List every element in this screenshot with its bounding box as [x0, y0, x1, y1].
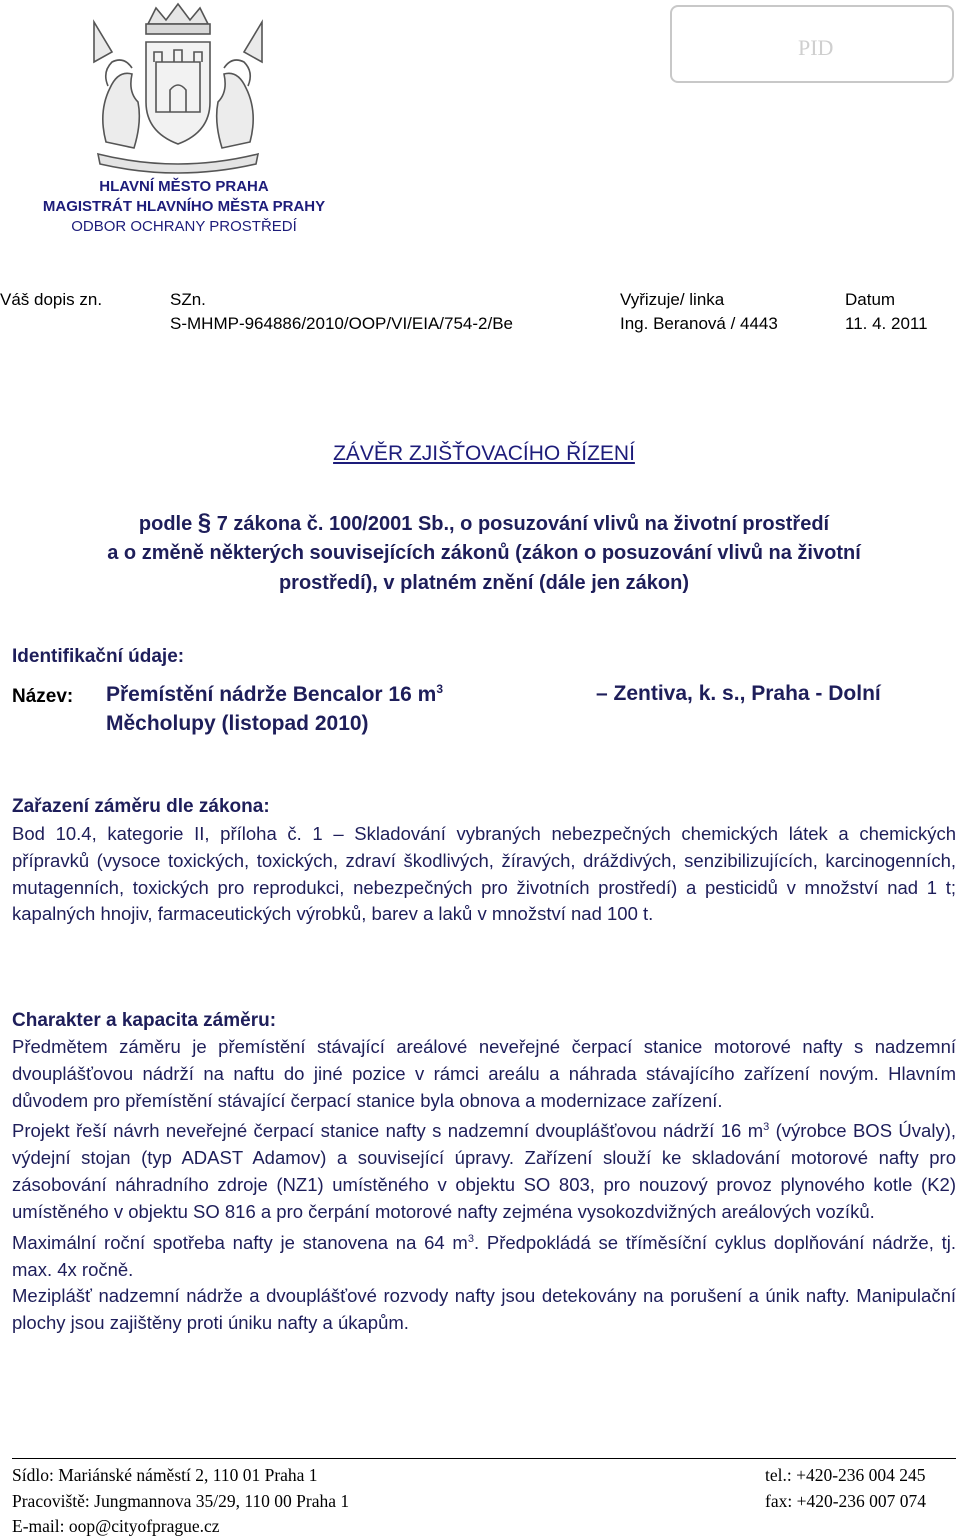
szn-value: S-MHMP-964886/2010/OOP/VI/EIA/754-2/Be [170, 314, 514, 333]
footer-divider [12, 1458, 956, 1459]
handler-label: Vyřizuje/ linka [620, 290, 725, 309]
character-paragraph-3 [12, 1226, 956, 1284]
law-line-1 [0, 508, 960, 539]
prague-crest-logo [88, 2, 268, 174]
character-paragraph-4: Meziplášť nadzemní nádrže a dvouplášťové rozvody nafty jsou detekovány na porušení a únik nafty. Manipulační plochy jsou zajištěny proti úniku nafty a úkapům. [12, 1285, 956, 1334]
name-label: Název: [12, 686, 74, 707]
project-name-sup: 3 [436, 682, 443, 696]
law-line-1-pre: podle [138, 513, 198, 535]
footer-seat: Sídlo: Mariánské náměstí 2, 110 01 Praha 1 [12, 1465, 318, 1485]
pid-label: PID [798, 35, 834, 60]
org-city: HLAVNÍ MĚSTO PRAHA [99, 178, 269, 195]
law-line-3: prostředí), v platném znění (dále jen zákon) [278, 572, 690, 594]
project-name-main: Přemístění nádrže Bencalor 16 m [106, 683, 437, 706]
date-value: 11. 4. 2011 [845, 314, 928, 333]
your-letter-label: Váš dopis zn. [0, 290, 103, 309]
footer-fax: fax: +420-236 007 074 [765, 1491, 927, 1511]
classification-text: Bod 10.4, kategorie II, příloha č. 1 – Skladování vybraných nebezpečných chemických látek a chemických přípravků (vysoce toxických, toxických, zdraví škodlivých, žíravých, dráždivých, senzibilizujících, karcinogenních, mutagenních, toxických pro reprodukci, nebezpečných pro životních prostředí) a pesticidů v množství nad 1 t; kapalných hnojiv, farmaceutických výrobků, barev a laků v množství nad 100 t. [12, 823, 956, 925]
law-line-2: a o změně některých souvisejících zákonů (zákon o posuzování vlivů na životní [107, 542, 861, 564]
project-name-line-2: Měcholupy (listopad 2010) [106, 712, 369, 735]
org-department: ODBOR OCHRANY PROSTŘEDÍ [71, 218, 297, 235]
footer-tel: tel.: +420-236 004 245 [765, 1465, 926, 1485]
date-label: Datum [845, 290, 896, 309]
paragraph-2-text-b: (výrobce BOS Úvaly), výdejní stojan (typ ADAST Adamov) a související úpravy. Zařízení slouží ke skladování motorové nafty pro zásobování náhradního zdroje (NZ1) umístěného v objektu SO 803, pro nouzový provoz plynového kotle (K2) umístěného v objektu SO 816 a pro čerpání motorové nafty zejména vysokozdvižných areálových vozíků. [12, 1120, 956, 1222]
org-magistrate: MAGISTRÁT HLAVNÍHO MĚSTA PRAHY [42, 198, 326, 215]
szn-label: SZn. [170, 290, 206, 309]
section-sign: § [197, 509, 212, 536]
identification-heading: Identifikační údaje: [12, 646, 185, 667]
project-name-tail: – Zentiva, k. s., Praha - Dolní [596, 682, 881, 705]
character-text [12, 1034, 956, 1337]
character-paragraph-1: Předmětem záměru je přemístění stávající areálové neveřejné čerpací stanice motorové nafty s nadzemní dvouplášťovou nádrží na naftu do jiné pozice v rámci areálu a náhrada stávajícího zařízení novým. Hlavním důvodem pro přemístění stávající čerpací stanice byla obnova a modernizace zařízení. [12, 1036, 956, 1111]
paragraph-2-sup: 3 [763, 1121, 770, 1134]
document-title: ZÁVĚR ZJIŠŤOVACÍHO ŘÍZENÍ [333, 442, 635, 465]
character-paragraph-2 [12, 1114, 956, 1225]
footer-email: E-mail: oop@cityofprague.cz [12, 1516, 220, 1536]
classification-heading: Zařazení záměru dle zákona: [12, 796, 270, 817]
law-line-1-post: 7 zákona č. 100/2001 Sb., o posuzování vlivů na životní prostředí [211, 513, 830, 535]
paragraph-2-text-a: Projekt řeší návrh neveřejné čerpací stanice nafty s nadzemní dvouplášťovou nádrží 16 m [12, 1120, 764, 1142]
footer-workplace: Pracoviště: Jungmannova 35/29, 110 00 Praha 1 [12, 1491, 350, 1511]
pid-stamp-box [670, 5, 954, 83]
character-heading: Charakter a kapacita záměru: [12, 1010, 277, 1031]
paragraph-3-text-a: Maximální roční spotřeba nafty je stanovena na 64 m [12, 1231, 468, 1253]
paragraph-3-text-b: . Předpokládá se tříměsíční cyklus doplňování nádrže, tj. max. 4x ročně. [12, 1231, 956, 1280]
project-name-line-1 [106, 682, 443, 707]
paragraph-3-sup: 3 [467, 1232, 474, 1245]
handler-value: Ing. Beranová / 4443 [620, 314, 778, 333]
